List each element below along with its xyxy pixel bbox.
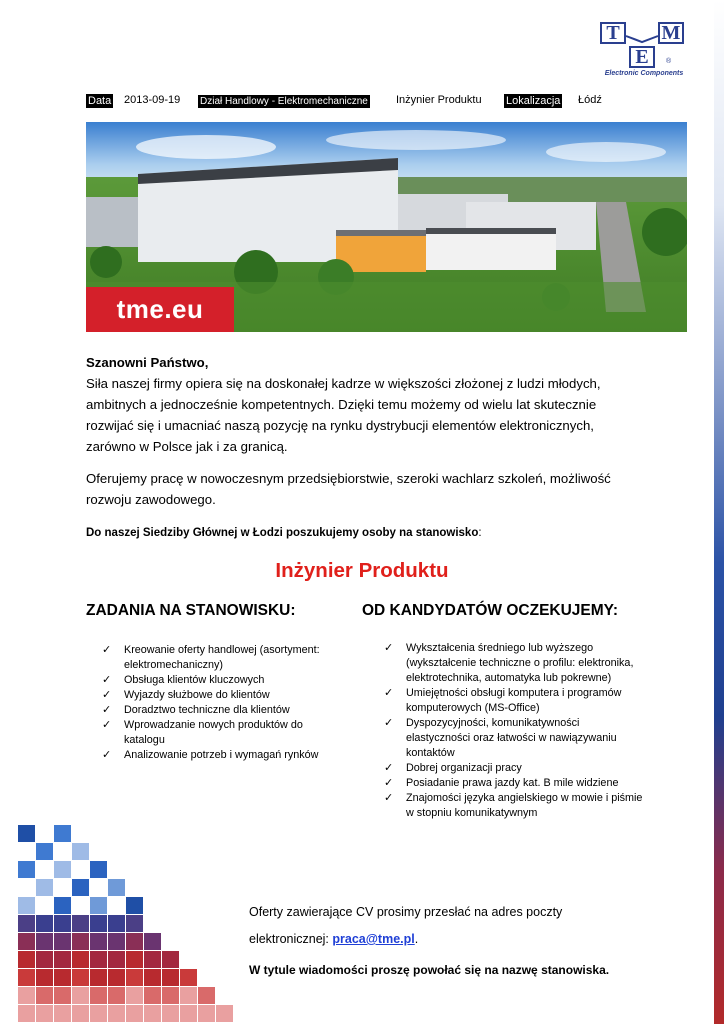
list-item: ✓ Znajomości języka angielskiego w mowie i piśmie w stopniu komunikatywnym xyxy=(384,792,643,819)
list-item: ✓ Posiadanie prawa jazdy kat. B mile widziene xyxy=(384,777,619,789)
logo-letter-m: M xyxy=(658,22,684,44)
check-icon: ✓ xyxy=(384,717,394,729)
list-item: ✓ Analizowanie potrzeb i wymagań rynków xyxy=(102,749,319,761)
mosaic-tile xyxy=(162,1005,179,1022)
check-icon: ✓ xyxy=(102,644,112,656)
mosaic-tile xyxy=(180,969,197,986)
company-headquarters-photo xyxy=(86,122,687,332)
footer-line-1: Oferty zawierające CV prosimy przesłać na adres poczty xyxy=(249,905,563,919)
mosaic-tile xyxy=(54,951,71,968)
seeking-line xyxy=(86,523,626,544)
mosaic-tile xyxy=(90,915,107,932)
intro-paragraph-2: Oferujemy pracę w nowoczesnym przedsiębiorstwie, szeroki wachlarz szkoleń, możliwość rozwoju zawodowego. xyxy=(86,471,611,507)
check-icon: ✓ xyxy=(102,719,112,731)
tme-logo xyxy=(596,20,692,82)
mosaic-tile xyxy=(54,933,71,950)
mosaic-tile xyxy=(72,1005,89,1022)
logo-caption: Electronic Components xyxy=(604,70,684,77)
check-icon: ✓ xyxy=(384,777,394,789)
mosaic-tile xyxy=(144,951,161,968)
registered-mark: ® xyxy=(666,58,672,65)
mosaic-tile xyxy=(36,915,53,932)
mosaic-tile xyxy=(72,933,89,950)
mosaic-tile xyxy=(162,969,179,986)
mosaic-tile xyxy=(18,915,35,932)
mosaic-tile xyxy=(162,987,179,1004)
tme-eu-tag: tme.eu xyxy=(86,287,234,332)
decorative-pixel-mosaic xyxy=(18,825,238,1025)
email-link[interactable]: praca@tme.pl xyxy=(332,932,415,946)
mosaic-tile xyxy=(18,951,35,968)
seeking-colon: : xyxy=(478,527,482,539)
footer-email-prefix: elektronicznej: xyxy=(249,932,333,946)
mosaic-tile xyxy=(90,969,107,986)
seeking-text: Do naszej Siedziby Głównej w Łodzi poszukujemy osoby na stanowisko xyxy=(86,527,479,539)
mosaic-tile xyxy=(90,1005,107,1022)
logo-letter-t: T xyxy=(600,22,626,44)
mosaic-tile xyxy=(72,987,89,1004)
list-item: ✓ Wprowadzanie nowych produktów do katalogu xyxy=(102,719,303,746)
mosaic-tile xyxy=(36,951,53,968)
mosaic-tile xyxy=(108,933,125,950)
date-label: Data xyxy=(88,95,112,107)
mosaic-tile xyxy=(18,861,35,878)
tasks-list xyxy=(102,643,342,763)
mosaic-tile xyxy=(144,987,161,1004)
mosaic-tile xyxy=(126,951,143,968)
mosaic-tile xyxy=(36,933,53,950)
mosaic-tile xyxy=(18,897,35,914)
mosaic-tile xyxy=(126,1005,143,1022)
mosaic-tile xyxy=(216,1005,233,1022)
mosaic-tile xyxy=(90,933,107,950)
mosaic-tile xyxy=(180,987,197,1004)
list-item: ✓ Obsługa klientów kluczowych xyxy=(102,674,265,686)
mosaic-tile xyxy=(54,897,71,914)
mosaic-tile xyxy=(18,825,35,842)
mosaic-tile xyxy=(54,969,71,986)
decorative-edge-stripe xyxy=(714,0,724,1024)
mosaic-tile xyxy=(90,861,107,878)
mosaic-tile xyxy=(198,1005,215,1022)
mosaic-tile xyxy=(126,933,143,950)
check-icon: ✓ xyxy=(384,687,394,699)
mosaic-tile xyxy=(54,825,71,842)
mosaic-tile xyxy=(54,987,71,1004)
mosaic-tile xyxy=(36,843,53,860)
list-item: ✓ Wyjazdy służbowe do klientów xyxy=(102,689,270,701)
mosaic-tile xyxy=(144,1005,161,1022)
footer-email-suffix: . xyxy=(414,932,419,946)
mosaic-tile xyxy=(54,915,71,932)
greeting: Szanowni Państwo, xyxy=(86,355,209,370)
mosaic-tile xyxy=(54,861,71,878)
mosaic-tile xyxy=(126,897,143,914)
check-icon: ✓ xyxy=(102,704,112,716)
requirements-list xyxy=(384,641,644,821)
list-item: ✓ Dyspozycyjności, komunikatywności elastyczności oraz łatwości w nawiązywaniu kontaktów xyxy=(384,717,617,759)
mosaic-tile xyxy=(18,969,35,986)
mosaic-tile xyxy=(108,951,125,968)
list-item: ✓ Wykształcenia średniego lub wyższego (wykształcenie techniczne o profilu: elektronika, elektrotechnika, automatyka lub pokrewne) xyxy=(384,642,634,684)
mosaic-tile xyxy=(36,1005,53,1022)
mosaic-tile xyxy=(18,1005,35,1022)
location-label: Lokalizacja xyxy=(506,95,561,107)
mosaic-tile xyxy=(90,897,107,914)
check-icon: ✓ xyxy=(384,642,394,654)
intro-paragraph-1: Siła naszej firmy opiera się na doskonałej kadrze w większości złożonej z ludzi młodych, ambitnych a jednocześnie kompetentnych. Dzięki temu możemy od wielu lat skutecznie rozwijać się i umacniać naszą pozycję na rynku dystrybucji elementów elektronicznych, zarówno w Polsce jak i za granicą. xyxy=(86,376,601,454)
list-item: ✓ Umiejętności obsługi komputera i programów komputerowych (MS-Office) xyxy=(384,687,622,714)
mosaic-tile xyxy=(72,969,89,986)
footer-line-2 xyxy=(249,932,418,946)
check-icon: ✓ xyxy=(384,762,394,774)
mosaic-tile xyxy=(72,879,89,896)
mosaic-tile xyxy=(108,915,125,932)
mosaic-tile xyxy=(90,987,107,1004)
mosaic-tile xyxy=(144,969,161,986)
mosaic-tile xyxy=(72,843,89,860)
mosaic-tile xyxy=(72,915,89,932)
check-icon: ✓ xyxy=(102,749,112,761)
mosaic-tile xyxy=(198,987,215,1004)
mosaic-tile xyxy=(162,951,179,968)
check-icon: ✓ xyxy=(384,792,394,804)
requirements-heading: OD KANDYDATÓW OCZEKUJEMY: xyxy=(362,602,619,619)
mosaic-tile xyxy=(108,969,125,986)
mosaic-tile xyxy=(54,1005,71,1022)
check-icon: ✓ xyxy=(102,674,112,686)
mosaic-tile xyxy=(90,951,107,968)
list-item: ✓ Kreowanie oferty handlowej (asortyment: elektromechaniczny) xyxy=(102,644,320,671)
mosaic-tile xyxy=(126,915,143,932)
list-item: ✓ Dobrej organizacji pracy xyxy=(384,762,522,774)
position: Inżynier Produktu xyxy=(396,94,482,106)
mosaic-tile xyxy=(144,933,161,950)
mosaic-tile xyxy=(180,1005,197,1022)
mosaic-tile xyxy=(126,987,143,1004)
mosaic-tile xyxy=(108,879,125,896)
mosaic-tile xyxy=(36,987,53,1004)
department: Dział Handlowy - Elektromechaniczne xyxy=(200,96,368,107)
mosaic-tile xyxy=(36,879,53,896)
logo-connector-icon xyxy=(624,28,660,44)
mosaic-tile xyxy=(18,987,35,1004)
check-icon: ✓ xyxy=(102,689,112,701)
mosaic-tile xyxy=(126,969,143,986)
mosaic-tile xyxy=(72,951,89,968)
job-title: Inżynier Produktu xyxy=(275,559,449,582)
date-value: 2013-09-19 xyxy=(124,94,181,106)
footer-note: W tytule wiadomości proszę powołać się na nazwę stanowiska. xyxy=(249,963,610,977)
location-value: Łódź xyxy=(578,94,602,106)
mosaic-tile xyxy=(108,987,125,1004)
mosaic-tile xyxy=(36,969,53,986)
logo-letter-e: E xyxy=(629,46,655,68)
mosaic-tile xyxy=(18,933,35,950)
tasks-heading: ZADANIA NA STANOWISKU: xyxy=(86,602,296,619)
list-item: ✓ Doradztwo techniczne dla klientów xyxy=(102,704,290,716)
mosaic-tile xyxy=(108,1005,125,1022)
